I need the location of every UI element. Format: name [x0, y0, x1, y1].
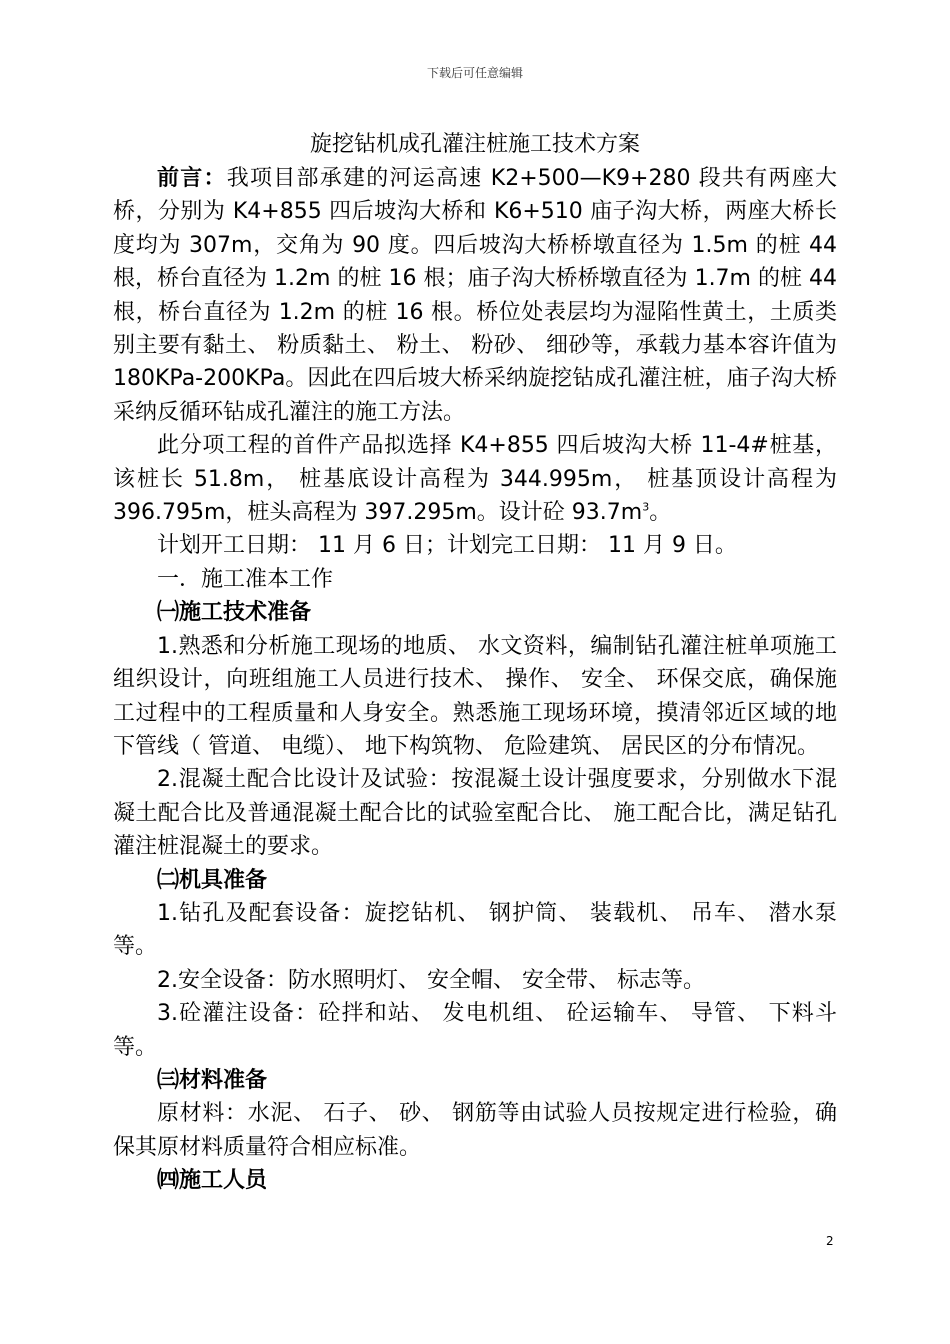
materials-paragraph: 原材料：水泥、 石子、 砂、 钢筋等由试验人员按规定进行检验，确保其原材料质量符合相应标准。	[113, 1101, 837, 1160]
first-product-paragraph	[113, 429, 837, 529]
schedule-paragraph: 计划开工日期： 11 月 6 日；计划完工日期： 11 月 9 日。	[157, 533, 737, 559]
preface-paragraph	[113, 162, 837, 429]
first-product-text: 此分项工程的首件产品拟选择 K4+855 四后坡沟大桥 11-4#桩基，该桩长 51.8m， 桩基底设计高程为 344.995m， 桩基顶设计高程为 396.795m，桩头高程为 397.295m。设计砼 93.7m	[113, 433, 837, 526]
first-product-tail: 。	[649, 500, 672, 526]
preface-label: 前言：	[157, 166, 227, 191]
tech-prep-paragraph-2: 2.混凝土配合比设计及试验：按混凝土设计强度要求，分别做水下混凝土配合比及普通混凝土配合比的试验室配合比、 施工配合比，满足钻孔灌注桩混凝土的要求。	[113, 767, 837, 860]
tech-prep-paragraph-1: 1.熟悉和分析施工现场的地质、 水文资料，编制钻孔灌注桩单项施工组织设计，向班组施工人员进行技术、 操作、 安全、 环保交底，确保施工过程中的工程质量和人身安全。熟悉施工现场环境，摸清邻近区域的地下管线（ 管道、 电缆）、 地下构筑物、 危险建筑、 居民区的分布情况。	[113, 633, 837, 759]
subsection-heading-tech: ㈠施工技术准备	[157, 600, 312, 626]
header-note: 下载后可任意编辑	[426, 66, 523, 80]
equipment-paragraph-3: 3.砼灌注设备：砼拌和站、 发电机组、 砼运输车、 导管、 下料斗等。	[113, 1001, 837, 1060]
equipment-paragraph-2: 2.安全设备：防水照明灯、 安全帽、 安全带、 标志等。	[157, 967, 705, 993]
section-heading-1: 一．施工准本工作	[157, 566, 334, 592]
subsection-heading-personnel: ㈣施工人员	[157, 1168, 268, 1194]
unit-superscript: 3	[642, 500, 650, 514]
subsection-heading-materials: ㈢材料准备	[157, 1067, 268, 1093]
equipment-paragraph-1: 1.钻孔及配套设备：旋挖钻机、 钢护筒、 装载机、 吊车、 潜水泵等。	[113, 900, 837, 960]
page-number: 2	[826, 1234, 834, 1248]
preface-text: 我项目部承建的河运高速 K2+500—K9+280 段共有两座大桥，分别为 K4+855 四后坡沟大桥和 K6+510 庙子沟大桥，两座大桥长度均为 307m，交角为 90 度。四后坡沟大桥桥墩直径为 1.5m 的桩 44 根，桥台直径为 1.2m 的桩 16 根；庙子沟大桥桥墩直径为 1.7m 的桩 44 根，桥台直径为 1.2m 的桩 16 根。桥位处表层均为湿陷性黄土，土质类别主要有黏土、 粉质黏土、 粉土、 粉砂、 细砂等，承载力基本容许值为 180KPa-200KPa。因此在四后坡大桥采纳旋挖钻成孔灌注桩，庙子沟大桥采纳反循环钻成孔灌注的施工方法。	[113, 166, 837, 425]
document-title: 旋挖钻机成孔灌注桩施工技术方案	[309, 132, 640, 157]
document-body	[113, 128, 837, 1198]
subsection-heading-equipment: ㈡机具准备	[157, 867, 268, 893]
